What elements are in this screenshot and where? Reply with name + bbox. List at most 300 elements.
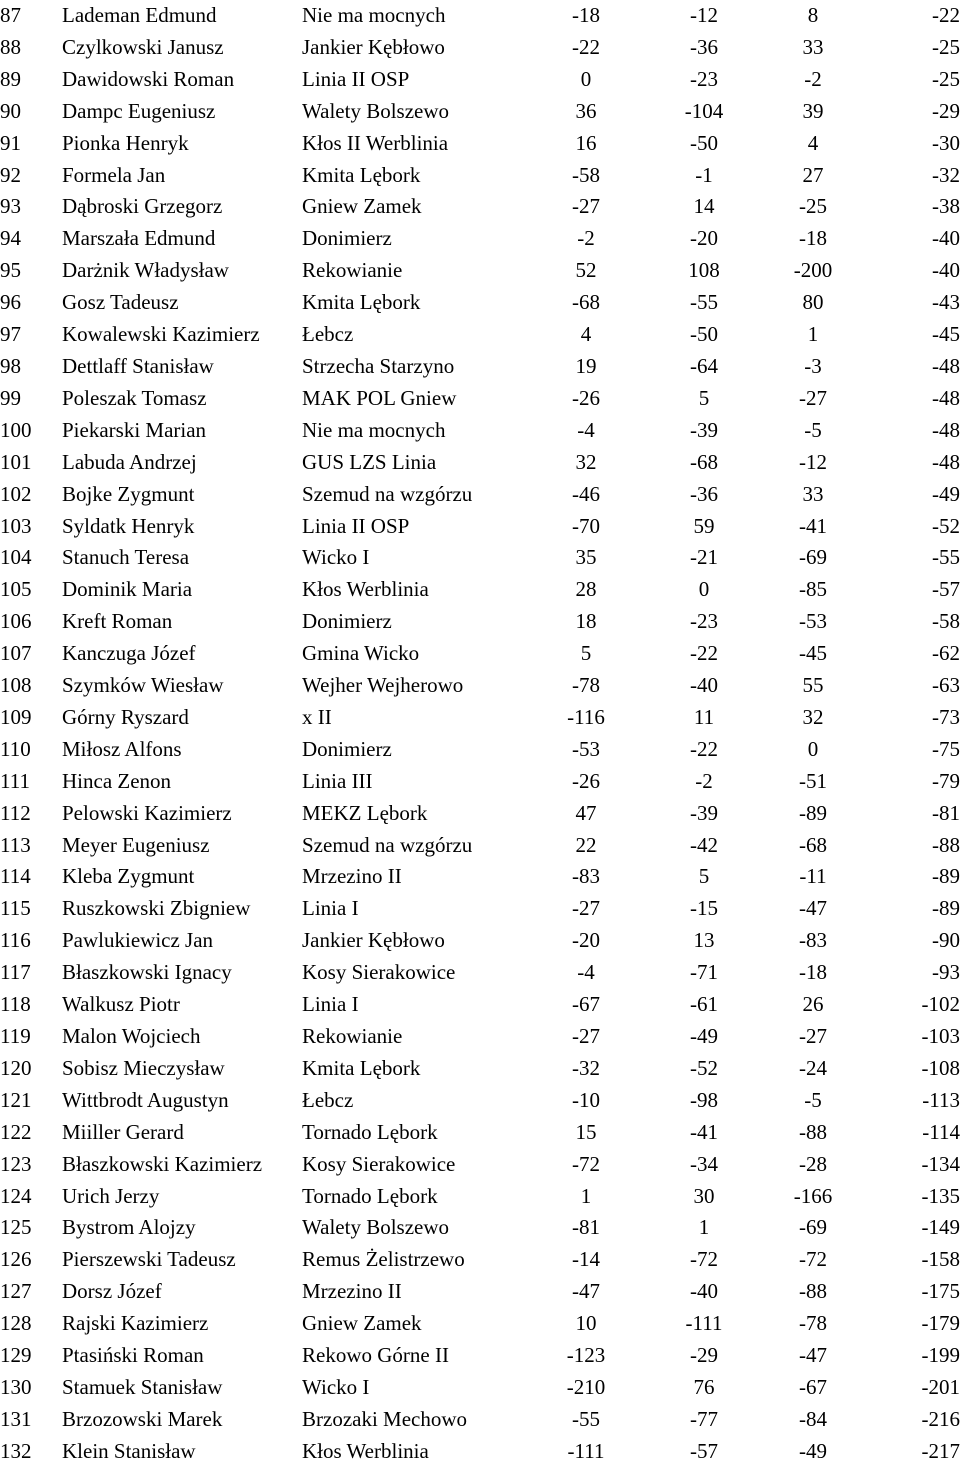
- score-1-cell: 19: [575, 353, 597, 378]
- total-score-cell: -43: [932, 290, 960, 315]
- score-1-cell: 35: [575, 545, 597, 570]
- total-score-cell: -199: [921, 1343, 960, 1368]
- score-1-cell: -210: [566, 1374, 606, 1399]
- total-score-cell: -57: [932, 577, 960, 602]
- rank-cell: 129: [0, 1343, 32, 1368]
- total-score-cell: -216: [921, 1406, 960, 1431]
- table-row: [0, 830, 960, 862]
- score-2-cell: -1: [695, 162, 713, 187]
- score-2-cell: 108: [688, 258, 720, 283]
- table-row: [0, 1085, 960, 1117]
- player-name-cell: Hinca Zenon: [62, 768, 172, 793]
- player-name-cell: Ruszkowski Zbigniew: [62, 896, 251, 921]
- total-score-cell: -103: [921, 1024, 960, 1048]
- rank-cell: 118: [0, 992, 31, 1017]
- score-1-cell: -27: [572, 1024, 600, 1048]
- table-row: [0, 1117, 960, 1149]
- team-cell: Kosy Sierakowice: [302, 1151, 456, 1176]
- score-3-cell: -5: [804, 417, 822, 442]
- score-2-cell: -61: [690, 992, 718, 1017]
- rank-cell: 117: [0, 960, 31, 985]
- score-1-cell: -70: [572, 513, 600, 538]
- player-name-cell: Górny Ryszard: [62, 704, 189, 729]
- score-2-cell: -104: [684, 98, 724, 123]
- score-1-cell: -27: [572, 896, 600, 921]
- rank-cell: 110: [0, 736, 31, 761]
- table-row: [0, 319, 960, 351]
- team-cell: Jankier Kębłowo: [302, 34, 445, 59]
- score-1-cell: 4: [580, 322, 592, 347]
- table-row: [0, 255, 960, 287]
- score-3-cell: -84: [799, 1406, 827, 1431]
- score-3-cell: 80: [802, 290, 824, 315]
- score-3-cell: -89: [799, 800, 827, 825]
- score-3-cell: -72: [799, 1247, 827, 1272]
- score-2-cell: -15: [690, 896, 718, 921]
- score-1-cell: 1: [580, 1183, 592, 1208]
- player-name-cell: Poleszak Tomasz: [62, 385, 207, 410]
- team-cell: MEKZ Lębork: [302, 800, 428, 825]
- table-row: [0, 383, 960, 415]
- player-name-cell: Meyer Eugeniusz: [62, 832, 210, 857]
- score-3-cell: 4: [807, 130, 819, 155]
- team-cell: Donimierz: [302, 736, 392, 761]
- score-1-cell: -83: [572, 864, 600, 889]
- player-name-cell: Kanczuga Józef: [62, 641, 196, 666]
- team-cell: Łebcz: [302, 1087, 354, 1112]
- team-cell: Kmita Lębork: [302, 1055, 421, 1080]
- table-row: [0, 415, 960, 447]
- table-row: [0, 893, 960, 925]
- score-3-cell: -27: [799, 385, 827, 410]
- score-2-cell: -40: [690, 673, 718, 698]
- table-row: [0, 511, 960, 543]
- score-2-cell: -68: [690, 449, 718, 474]
- score-3-cell: -45: [799, 641, 827, 666]
- total-score-cell: -79: [932, 768, 960, 793]
- player-name-cell: Urich Jerzy: [62, 1183, 160, 1208]
- total-score-cell: -32: [932, 162, 960, 187]
- table-row: [0, 191, 960, 223]
- rank-cell: 106: [0, 609, 32, 634]
- team-cell: Mrzezino II: [302, 864, 402, 889]
- total-score-cell: -55: [932, 545, 960, 570]
- player-name-cell: Pawlukiewicz Jan: [62, 928, 214, 953]
- score-3-cell: -2: [804, 66, 822, 91]
- rank-cell: 128: [0, 1311, 32, 1336]
- team-cell: Linia II OSP: [302, 513, 410, 538]
- team-cell: Walety Bolszewo: [302, 98, 450, 123]
- player-name-cell: Stamuek Stanisław: [62, 1374, 223, 1399]
- rank-cell: 108: [0, 673, 32, 698]
- score-3-cell: -27: [799, 1024, 827, 1048]
- score-1-cell: 16: [575, 130, 597, 155]
- score-1-cell: -2: [577, 226, 595, 251]
- player-name-cell: Szymków Wiesław: [62, 673, 224, 698]
- rank-cell: 89: [0, 66, 21, 91]
- total-score-cell: -38: [932, 194, 960, 219]
- score-1-cell: 36: [575, 98, 597, 123]
- team-cell: Mrzezino II: [302, 1279, 402, 1304]
- team-cell: Kłos Werblinia: [302, 577, 429, 602]
- table-row: [0, 0, 960, 32]
- player-name-cell: Błaszkowski Kazimierz: [62, 1151, 263, 1176]
- rank-cell: 107: [0, 641, 32, 666]
- player-name-cell: Dorsz Józef: [62, 1279, 162, 1304]
- total-score-cell: -135: [921, 1183, 960, 1208]
- table-row: [0, 64, 960, 96]
- total-score-cell: -93: [932, 960, 960, 985]
- rank-cell: 132: [0, 1438, 32, 1463]
- score-3-cell: -41: [799, 513, 827, 538]
- team-cell: GUS LZS Linia: [302, 449, 437, 474]
- score-3-cell: -47: [799, 896, 827, 921]
- score-3-cell: -3: [804, 353, 822, 378]
- score-3-cell: 8: [807, 3, 819, 27]
- total-score-cell: -48: [932, 353, 960, 378]
- table-row: [0, 542, 960, 574]
- player-name-cell: Darżnik Władysław: [62, 258, 229, 283]
- score-1-cell: 52: [575, 258, 597, 283]
- player-name-cell: Pionka Henryk: [62, 130, 189, 155]
- rank-cell: 122: [0, 1119, 32, 1144]
- score-3-cell: 0: [807, 736, 819, 761]
- score-2-cell: 5: [698, 864, 710, 889]
- score-1-cell: 0: [580, 66, 592, 91]
- rank-cell: 121: [0, 1087, 32, 1112]
- score-2-cell: -98: [690, 1087, 718, 1112]
- table-row: [0, 638, 960, 670]
- team-cell: Kłos II Werblinia: [302, 130, 449, 155]
- score-3-cell: -69: [799, 1215, 827, 1240]
- player-name-cell: Czylkowski Janusz: [62, 34, 224, 59]
- table-row: [0, 574, 960, 606]
- total-score-cell: -63: [932, 673, 960, 698]
- score-2-cell: -23: [690, 609, 718, 634]
- rank-cell: 113: [0, 832, 31, 857]
- rank-cell: 119: [0, 1024, 31, 1048]
- rank-cell: 96: [0, 290, 21, 315]
- player-name-cell: Malon Wojciech: [62, 1024, 201, 1048]
- score-2-cell: -72: [690, 1247, 718, 1272]
- player-name-cell: Miiller Gerard: [62, 1119, 184, 1144]
- player-name-cell: Labuda Andrzej: [62, 449, 197, 474]
- player-name-cell: Miłosz Alfons: [62, 736, 182, 761]
- score-2-cell: -34: [690, 1151, 718, 1176]
- score-1-cell: 32: [575, 449, 597, 474]
- total-score-cell: -102: [921, 992, 960, 1017]
- rank-cell: 95: [0, 258, 21, 283]
- score-3-cell: -18: [799, 226, 827, 251]
- table-row: [0, 1244, 960, 1276]
- score-1-cell: 22: [575, 832, 597, 857]
- player-name-cell: Pelowski Kazimierz: [62, 800, 232, 825]
- score-2-cell: 13: [693, 928, 715, 953]
- table-row: [0, 925, 960, 957]
- total-score-cell: -217: [921, 1438, 960, 1463]
- team-cell: Gniew Zamek: [302, 194, 422, 219]
- rank-cell: 103: [0, 513, 32, 538]
- team-cell: Remus Żelistrzewo: [302, 1247, 465, 1272]
- score-2-cell: -50: [690, 322, 718, 347]
- score-1-cell: -22: [572, 34, 600, 59]
- score-2-cell: -22: [690, 641, 718, 666]
- score-1-cell: 5: [580, 641, 592, 666]
- rank-cell: 98: [0, 353, 21, 378]
- total-score-cell: -113: [922, 1087, 960, 1112]
- score-3-cell: 55: [802, 673, 824, 698]
- score-2-cell: -2: [695, 768, 713, 793]
- team-cell: Linia II OSP: [302, 66, 410, 91]
- team-cell: Wicko I: [302, 545, 370, 570]
- table-row: [0, 96, 960, 128]
- total-score-cell: -40: [932, 226, 960, 251]
- score-3-cell: 26: [802, 992, 824, 1017]
- score-1-cell: -55: [572, 1406, 600, 1431]
- player-name-cell: Kowalewski Kazimierz: [62, 322, 260, 347]
- score-1-cell: -26: [572, 768, 600, 793]
- team-cell: Tornado Lębork: [302, 1183, 438, 1208]
- score-3-cell: -49: [799, 1438, 827, 1463]
- total-score-cell: -25: [932, 66, 960, 91]
- score-1-cell: -111: [567, 1438, 605, 1463]
- score-3-cell: -166: [793, 1183, 833, 1208]
- score-1-cell: -72: [572, 1151, 600, 1176]
- total-score-cell: -90: [932, 928, 960, 953]
- table-row: [0, 1053, 960, 1085]
- team-cell: Wejher Wejherowo: [302, 673, 464, 698]
- score-3-cell: -11: [799, 864, 827, 889]
- table-row: [0, 1181, 960, 1213]
- total-score-cell: -175: [921, 1279, 960, 1304]
- team-cell: MAK POL Gniew: [302, 385, 457, 410]
- score-2-cell: -12: [690, 3, 718, 27]
- score-2-cell: -57: [690, 1438, 718, 1463]
- score-2-cell: -64: [690, 353, 718, 378]
- score-3-cell: -85: [799, 577, 827, 602]
- score-2-cell: -22: [690, 736, 718, 761]
- score-3-cell: -25: [799, 194, 827, 219]
- total-score-cell: -81: [932, 800, 960, 825]
- score-2-cell: -29: [690, 1343, 718, 1368]
- rank-cell: 104: [0, 545, 32, 570]
- score-2-cell: -55: [690, 290, 718, 315]
- table-row: [0, 1340, 960, 1372]
- player-name-cell: Bojke Zygmunt: [62, 481, 195, 506]
- player-name-cell: Klein Stanisław: [62, 1438, 196, 1463]
- team-cell: Rekowianie: [302, 1024, 403, 1048]
- score-3-cell: 27: [802, 162, 824, 187]
- total-score-cell: -40: [932, 258, 960, 283]
- total-score-cell: -30: [932, 130, 960, 155]
- score-2-cell: -77: [690, 1406, 718, 1431]
- team-cell: Linia I: [302, 992, 359, 1017]
- player-name-cell: Piekarski Marian: [62, 417, 207, 442]
- table-row: [0, 287, 960, 319]
- total-score-cell: -29: [932, 98, 960, 123]
- score-2-cell: 76: [693, 1374, 715, 1399]
- total-score-cell: -58: [932, 609, 960, 634]
- team-cell: Donimierz: [302, 226, 392, 251]
- total-score-cell: -48: [932, 385, 960, 410]
- table-row: [0, 734, 960, 766]
- score-2-cell: -39: [690, 800, 718, 825]
- table-row: [0, 606, 960, 638]
- score-2-cell: -20: [690, 226, 718, 251]
- team-cell: Kłos Werblinia: [302, 1438, 429, 1463]
- score-2-cell: -50: [690, 130, 718, 155]
- total-score-cell: -73: [932, 704, 960, 729]
- table-row: [0, 1372, 960, 1404]
- score-1-cell: -18: [572, 3, 600, 27]
- player-name-cell: Walkusz Piotr: [62, 992, 180, 1017]
- player-name-cell: Brzozowski Marek: [62, 1406, 223, 1431]
- table-row: [0, 223, 960, 255]
- score-3-cell: 33: [802, 34, 824, 59]
- player-name-cell: Pierszewski Tadeusz: [62, 1247, 236, 1272]
- rank-cell: 92: [0, 162, 21, 187]
- score-2-cell: -41: [690, 1119, 718, 1144]
- score-3-cell: -28: [799, 1151, 827, 1176]
- table-row: [0, 351, 960, 383]
- rank-cell: 131: [0, 1406, 32, 1431]
- rank-cell: 91: [0, 130, 21, 155]
- table-row: [0, 32, 960, 64]
- team-cell: Wicko I: [302, 1374, 370, 1399]
- score-2-cell: 0: [698, 577, 710, 602]
- team-cell: Rekowo Górne II: [302, 1343, 449, 1368]
- score-3-cell: -200: [793, 258, 833, 283]
- player-name-cell: Dąbroski Grzegorz: [62, 194, 223, 219]
- score-1-cell: -47: [572, 1279, 600, 1304]
- rank-cell: 112: [0, 800, 31, 825]
- total-score-cell: -52: [932, 513, 960, 538]
- total-score-cell: -49: [932, 481, 960, 506]
- score-1-cell: -4: [577, 960, 595, 985]
- total-score-cell: -134: [921, 1151, 960, 1176]
- table-row: [0, 1149, 960, 1181]
- team-cell: Nie ma mocnych: [302, 3, 446, 27]
- score-2-cell: -52: [690, 1055, 718, 1080]
- player-name-cell: Wittbrodt Augustyn: [62, 1087, 229, 1112]
- score-3-cell: 33: [802, 481, 824, 506]
- team-cell: Szemud na wzgórzu: [302, 481, 473, 506]
- team-cell: Kmita Lębork: [302, 162, 421, 187]
- total-score-cell: -25: [932, 34, 960, 59]
- team-cell: Kmita Lębork: [302, 290, 421, 315]
- rank-cell: 125: [0, 1215, 32, 1240]
- table-row: [0, 1436, 960, 1468]
- score-1-cell: -26: [572, 385, 600, 410]
- score-2-cell: -23: [690, 66, 718, 91]
- player-name-cell: Ptasiński Roman: [62, 1343, 204, 1368]
- player-name-cell: Błaszkowski Ignacy: [62, 960, 232, 985]
- total-score-cell: -88: [932, 832, 960, 857]
- total-score-cell: -62: [932, 641, 960, 666]
- table-row: [0, 1212, 960, 1244]
- score-2-cell: -39: [690, 417, 718, 442]
- player-name-cell: Bystrom Alojzy: [62, 1215, 196, 1240]
- score-3-cell: -88: [799, 1279, 827, 1304]
- rank-cell: 102: [0, 481, 32, 506]
- table-row: [0, 798, 960, 830]
- team-cell: Nie ma mocnych: [302, 417, 446, 442]
- rank-cell: 99: [0, 385, 21, 410]
- rank-cell: 123: [0, 1151, 32, 1176]
- score-1-cell: -14: [572, 1247, 600, 1272]
- player-name-cell: Marszała Edmund: [62, 226, 216, 251]
- player-name-cell: Dettlaff Stanisław: [62, 353, 214, 378]
- score-1-cell: 15: [575, 1119, 597, 1144]
- score-1-cell: -81: [572, 1215, 600, 1240]
- total-score-cell: -75: [932, 736, 960, 761]
- table-row: [0, 957, 960, 989]
- total-score-cell: -201: [921, 1374, 960, 1399]
- team-cell: Walety Bolszewo: [302, 1215, 450, 1240]
- team-cell: Kosy Sierakowice: [302, 960, 456, 985]
- team-cell: Gmina Wicko: [302, 641, 420, 666]
- table-row: [0, 861, 960, 893]
- rank-cell: 116: [0, 928, 31, 953]
- score-3-cell: 39: [802, 98, 824, 123]
- rank-cell: 93: [0, 194, 21, 219]
- player-name-cell: Kleba Zygmunt: [62, 864, 195, 889]
- rank-cell: 87: [0, 3, 21, 27]
- score-1-cell: 10: [575, 1311, 597, 1336]
- score-2-cell: -49: [690, 1024, 718, 1048]
- rank-cell: 127: [0, 1279, 32, 1304]
- score-3-cell: -88: [799, 1119, 827, 1144]
- score-2-cell: -71: [690, 960, 718, 985]
- team-cell: Rekowianie: [302, 258, 403, 283]
- team-cell: Linia I: [302, 896, 359, 921]
- rank-cell: 97: [0, 322, 21, 347]
- player-name-cell: Syldatk Henryk: [62, 513, 195, 538]
- score-1-cell: -123: [566, 1343, 606, 1368]
- team-cell: Strzecha Starzyno: [302, 353, 455, 378]
- score-3-cell: -68: [799, 832, 827, 857]
- rank-cell: 130: [0, 1374, 32, 1399]
- table-row: [0, 160, 960, 192]
- score-1-cell: -68: [572, 290, 600, 315]
- table-row: [0, 1021, 960, 1053]
- rank-cell: 94: [0, 226, 21, 251]
- player-name-cell: Kreft Roman: [62, 609, 173, 634]
- score-3-cell: -12: [799, 449, 827, 474]
- table-row: [0, 989, 960, 1021]
- team-cell: Donimierz: [302, 609, 392, 634]
- player-name-cell: Stanuch Teresa: [62, 545, 190, 570]
- score-1-cell: -10: [572, 1087, 600, 1112]
- player-name-cell: Sobisz Mieczysław: [62, 1055, 225, 1080]
- score-1-cell: -67: [572, 992, 600, 1017]
- table-row: [0, 670, 960, 702]
- player-name-cell: Lademan Edmund: [62, 3, 217, 27]
- score-3-cell: -5: [804, 1087, 822, 1112]
- total-score-cell: -108: [921, 1055, 960, 1080]
- score-2-cell: -36: [690, 481, 718, 506]
- score-1-cell: -116: [567, 704, 605, 729]
- score-3-cell: 32: [802, 704, 824, 729]
- team-cell: Linia III: [302, 768, 373, 793]
- score-2-cell: 59: [693, 513, 715, 538]
- score-1-cell: -46: [572, 481, 600, 506]
- score-3-cell: -47: [799, 1343, 827, 1368]
- score-1-cell: -20: [572, 928, 600, 953]
- rank-cell: 101: [0, 449, 32, 474]
- player-name-cell: Dominik Maria: [62, 577, 193, 602]
- score-3-cell: -67: [799, 1374, 827, 1399]
